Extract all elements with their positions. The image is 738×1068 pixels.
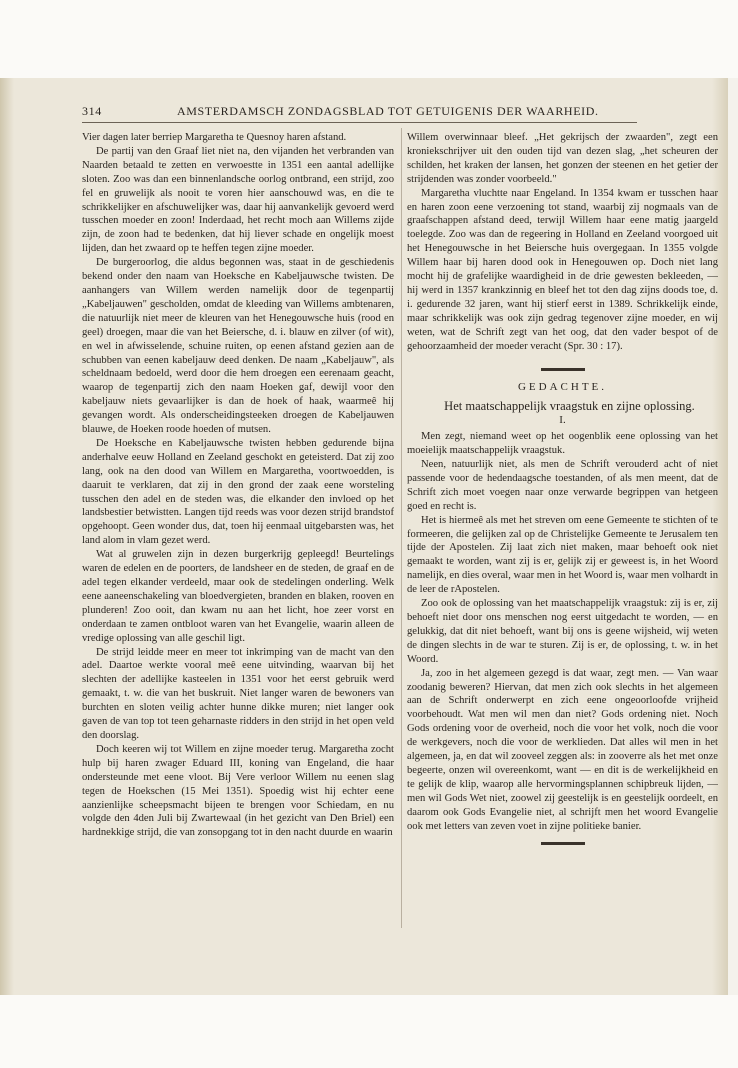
- paragraph: De burgeroorlog, die aldus begonnen was, staat in de geschiedenis bekend onder den naam van Hoeksche en Kabeljauwsche twisten. De aanhangers van Willem werden namelijk door de tegenpartij „Kabeljauwen" gescholden, omdat de kleeding van Willems ambtenaren, die natuurlijk niet meer de kleuren van het Henegouwsche huis (rood en geel) droegen, maar die van het Beiersche, d. i. blauw en zilver (of wit), en wel in afwisselende, schuine ruiten, op eenen afstand gezien aan de schubben van eenen kabeljauw deed denken. De naam „Kabeljauw", als scheldnaam bedoeld, werd door die hem droegen een eerenaam geacht, waarop de tegenpartij zich den naam Hoeken gaf, dewijl voor den kabeljauw niets gevaarlijker is dan de hoek of haak, waarmeê hij gevangen wordt. Als onderscheidingsteeken droegen de Kabeljauwen blauwe, de Hoeken roode hoeden of mutsen.: [82, 257, 394, 436]
- right-column: [407, 131, 718, 931]
- end-ornament: [541, 842, 585, 845]
- paragraph: Doch keeren wij tot Willem en zijne moeder terug. Margaretha zocht hulp bij haren zwager Eduard III, koning van Engeland, die haar ondersteunde met eene vloot. Bij Vere verloor Willem nu eenen slag tegen de Hoekschen (15 Mei 1351). Spoedig wist hij echter eene aanzienlijke scheepsmacht bijeen te brengen voor Schiedam, en nu volgde den 4den Juli bij Zwartewaal (in het gezicht van Den Briel) een hardnekkige strijd, die van zonsopgang tot in den nacht duurde en waarin: [82, 743, 394, 839]
- paragraph: Wat al gruwelen zijn in dezen burgerkrijg gepleegd! Beurtelings waren de edelen en de poorters, de landsheer en de steden, de graaf en de adel tegen elkander verdeeld, maar ook de stedelingen onderling. Welk eene aaneenschakeling van bloedvergieten, branden en blaken, rooven en plunderen! Zoo ooit, dan kwam nu aan het licht, hoe zeer vorst en onderdaan te zamen ontbloot waren van het Evangelie, waarin alleen de vredige oplossing van alle geschil ligt.: [82, 549, 394, 644]
- column-divider: [401, 128, 402, 928]
- paragraph: De partij van den Graaf liet niet na, den vijanden het verbranden van Naarden betaald te zetten en verwoestte in 1351 een aantal adellijke sloten. Zoo was dan een binnenlandsche oorlog ontbrand, een strijd, zoo fel en gruwelijk als nooit te voren hier aanschouwd was, en die te schrikkelijker en afschuwelijker was, daar hij aanvankelijk gevoerd werd tusschen moeder en zoon! Inderdaad, het recht moch aan Willems zijde zijn, de zoon had te bedenken, dat hij liever schade en ongelijk moest lijden, dan het zwaard op te heffen tegen zijne moeder.: [82, 145, 394, 255]
- paragraph: Margaretha vluchtte naar Engeland. In 1354 kwam er tusschen haar en haren zoon eene verzoening tot stand, waarbij zij nogmaals van de graafschappen afstand deed, terwijl Willem haar eene matig jaargeld toelegde. Zoo was dan de regeering in Holland en Zeeland voorgoed uit het Henegouwsche in het Beiersche huis overgegaan. In 1355 volgde Willem haar bij haren dood ook in Henegouwen op. Doch niet lang mocht hij de grafelijke waardigheid in de drie gewesten bekleeden, — hij werd in 1357 krankzinnig en bleef het tot den dag zijns doods toe, d. i. gedurende 32 jaren, want hij stierf eerst in 1389. Schrikkelijk einde, maar schrikkelijk was ook zijn gedrag tegenover zijne moeder, en wij weten, wat de Schrift zegt van het oog, dat den vader bespot of de gehoorzaamheid der moeder veracht (Spr. 30 : 17).: [407, 187, 718, 352]
- paragraph: Neen, natuurlijk niet, als men de Schrift verouderd acht of niet passende voor de hedendaagsche toestanden, of als men meent, dat de Schrift zich moet voegen naar onze verwarde begrippen van hetgeen goed en recht is.: [407, 459, 718, 512]
- scan-margin-top: [0, 0, 738, 78]
- paragraph: De Hoeksche en Kabeljauwsche twisten hebben gedurende bijna anderhalve eeuw Holland en Zeeland geschokt en geteisterd. Dat zij zoo lang, ook na den dood van Willem en Margaretha, voortwoedden, is daaruit te verklaren, dat zij in den grond der zaak eene worsteling tusschen den adel en de steden was, die elkander den invloed op het landsbestier betwistten. Langen tijd reeds was voor dezen strijd brandstof opgehoopt. Geen wonder dus, dat, toen hij eenmaal uitgebarsten was, het land alom in vlam gezet werd.: [82, 437, 394, 547]
- part-number: I.: [559, 414, 566, 427]
- page-number: 314: [82, 104, 102, 118]
- paragraph: Het is hiermeê als met het streven om eene Gemeente te stichten of te formeeren, die gelijken zal op de Christelijke Gemeente te Jerusalem ten tijde der Apostelen. Zij laat zich niet maken, maar behoeft ook niet gemaakt te worden, want zij is er, gelijk zij er geweest is, in het Woord namelijk, en dies overal, waar men in het Woord is, waar men volhardt in de leer de rApostelen.: [407, 514, 718, 596]
- paragraph: Zoo ook de oplossing van het maatschappelijk vraagstuk: zij is er, zij behoeft niet door ons menschen nog eerst uitgedacht te worden, — en gelukkig, dat dit niet behoeft, want bij ons is geene wijsheid, wij weten de dingen slechts in de war te sturen. Zij is er, de oplossing, t. w. in het Woord.: [407, 598, 718, 665]
- header-rule: [82, 122, 637, 123]
- section-ornament: [541, 368, 585, 371]
- article-title: Het maatschappelijk vraagstuk en zijne oplossing.: [444, 399, 695, 414]
- section-heading: GEDACHTE.: [517, 380, 608, 393]
- scan-margin-bottom: [0, 995, 738, 1068]
- publication-title: AMSTERDAMSCH ZONDAGSBLAD TOT GETUIGENIS DER WAARHEID.: [177, 104, 599, 118]
- paragraph: Vier dagen later berriep Margaretha te Quesnoy haren afstand.: [82, 132, 347, 143]
- left-column: [82, 131, 394, 931]
- paragraph: Men zegt, niemand weet op het oogenblik eene oplossing van het moeielijk maatschappelijk vraagstuk.: [407, 431, 718, 457]
- running-header: [82, 104, 637, 122]
- page-binding-shadow: [0, 78, 14, 995]
- paragraph: De strijd leidde meer en meer tot inkrimping van de macht van den adel. Daartoe werkte vooral meê eene uitvinding, waarvan bij het slechten der adellijke kasteelen in 1351 voor het eerst gebruik werd gemaakt, t. w. die van het buskruit. Niet langer waren de bewoners van burchten en sloten veilig achter hunne dikke muren; niet langer ook gaven de van top tot teen geharnaste ridders in den strijd in het open veld den doorslag.: [82, 646, 394, 741]
- paragraph: Ja, zoo in het algemeen gezegd is dat waar, zegt men. — Van waar zoodanig beweren? Hiervan, dat men zich ook slechts in het algemeen aan de Schrift onderwerpt en zich eene ongeoorloofde vrijheid voorbehoudt. Wat men wil men dan niet? Gods ordening niet. Noch Gods ordening voor de overheid, noch die voor het volk, noch die voor de werkgevers, noch die voor de werklieden. Dat alles wil men in het algemeen, ja, en dat wil zooveel zeggen als: in zooverre als het met onze begeerte, onzen wil overeenkomt, want — en dit is de werkelijkheid en te gelijk de klip, waarop alle hervormingsplannen schipbreuk lijden, — men wil Gods Wet niet, zoowel zij geestelijk is en geestelijk oordeelt, en daarom ook Gods Evangelie niet, al schrijft men het woord Evangelie ook met letters van zeven voet in zijne politieke banier.: [407, 667, 718, 832]
- paragraph: Willem overwinnaar bleef. „Het gekrijsch der zwaarden", zegt een kroniekschrijver uit den ouden tijd van dezen slag, „het scheuren der schilden, het kraken der lansen, het gonzen der steenen en het getier der strijdenden was zonder voorbeeld.": [407, 132, 718, 185]
